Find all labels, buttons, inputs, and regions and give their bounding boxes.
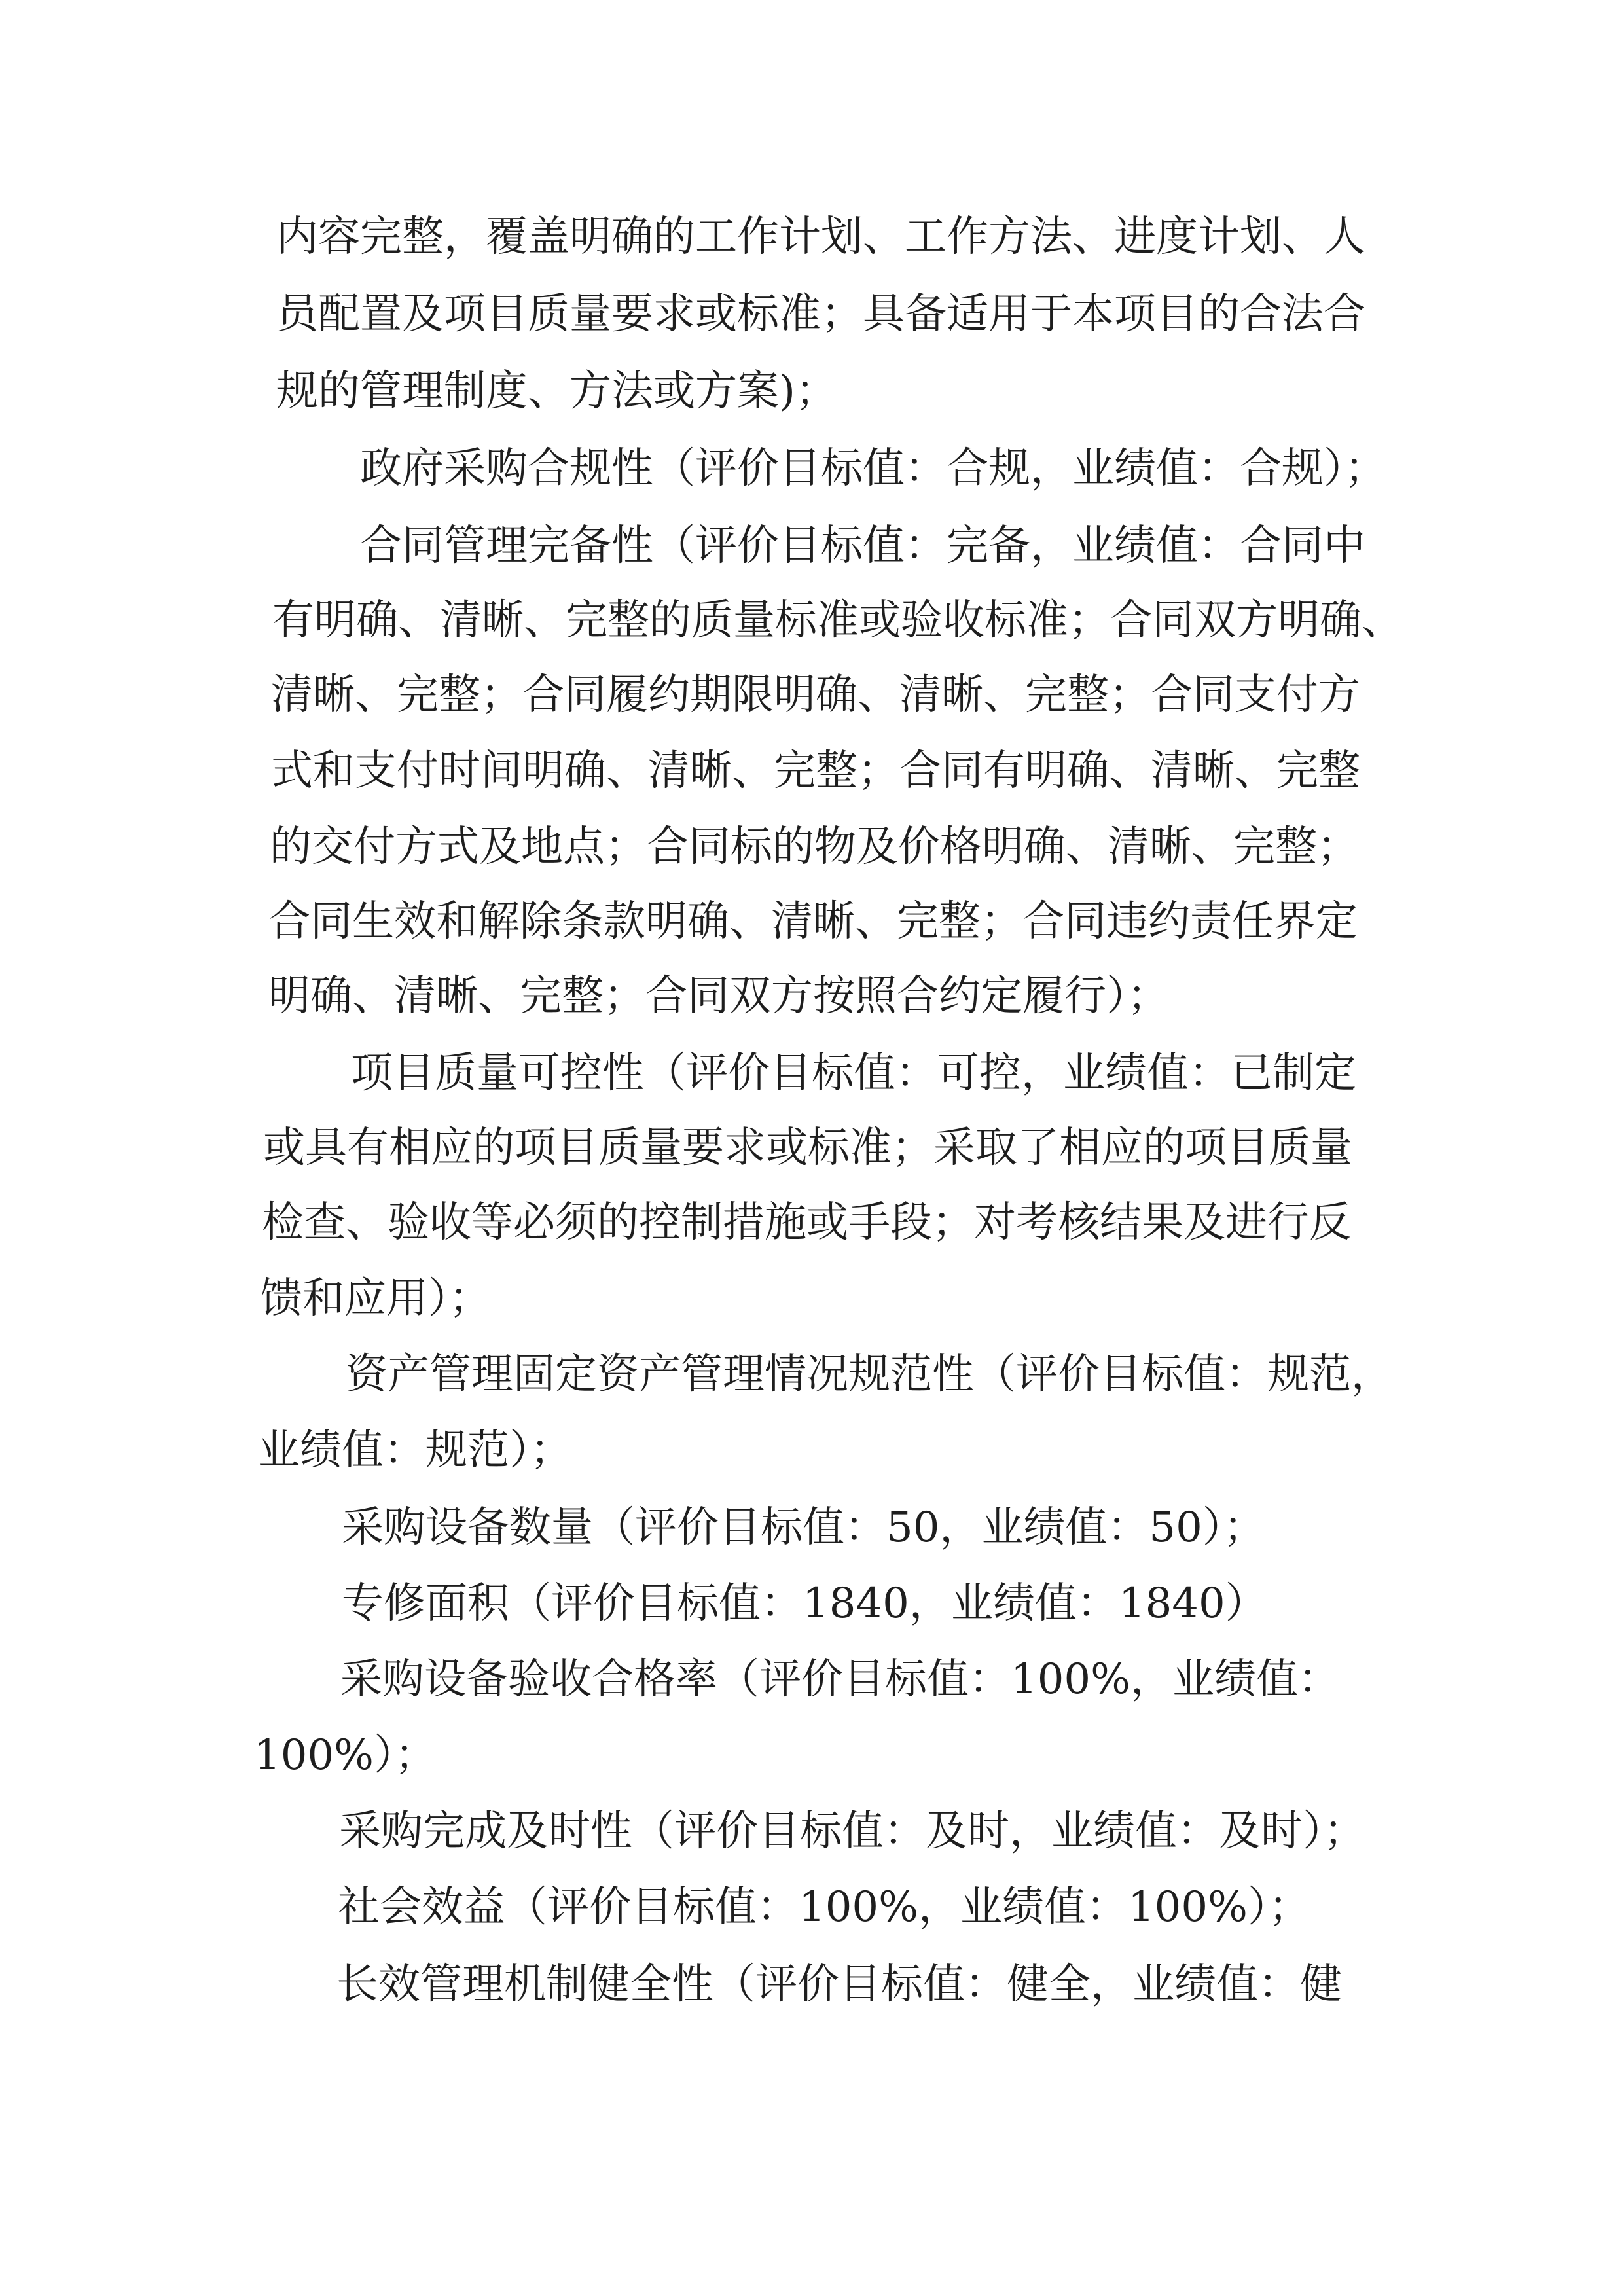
text-line: 合同生效和解除条款明确、清晰、完整；合同违约责任界定 [268, 897, 1358, 946]
text-line: 清晰、完整；合同履约期限明确、清晰、完整；合同支付方 [271, 671, 1360, 719]
text-line: 100%）； [254, 1731, 437, 1780]
text-line: 内容完整，覆盖明确的工作计划、工作方法、进度计划、人 [276, 213, 1365, 261]
text-line: 式和支付时间明确、清晰、完整；合同有明确、清晰、完整 [271, 747, 1360, 795]
text-line: 合同管理完备性（评价目标值：完备，业绩值：合同中 [360, 522, 1365, 570]
text-line: 长效管理机制健全性（评价目标值：健全，业绩值：健 [336, 1960, 1342, 2009]
text-line: 有明确、清晰、完整的质量标准或验收标准；合同双方明确、 [272, 596, 1403, 645]
text-line: 或具有相应的项目质量要求或标准；采取了相应的项目质量 [263, 1124, 1352, 1172]
text-line: 员配置及项目质量要求或标准；具备适用于本项目的合法合 [276, 290, 1365, 338]
text-line: 的交付方式及地点；合同标的物及价格明确、清晰、完整； [270, 823, 1359, 871]
text-line: 馈和应用）； [261, 1274, 491, 1323]
text-line: 项目质量可控性（评价目标值：可控，业绩值：已制定 [351, 1049, 1356, 1098]
text-line: 业绩值：规范）； [258, 1426, 572, 1475]
text-line: 检查、验收等必须的控制措施或手段；对考核结果及进行反 [262, 1198, 1351, 1247]
text-line: 资产管理固定资产管理情况规范性（评价目标值：规范， [346, 1350, 1393, 1399]
text-line: 政府采购合规性（评价目标值：合规，业绩值：合规）； [360, 444, 1386, 493]
text-line: 采购设备数量（评价目标值：50，业绩值：50）； [342, 1503, 1265, 1552]
text-line: 专修面积（评价目标值：1840，业绩值：1840） [342, 1579, 1267, 1628]
text-line: 明确、清晰、完整；合同双方按照合约定履行）； [268, 972, 1169, 1020]
text-line: 采购完成及时性（评价目标值：及时，业绩值：及时）； [339, 1807, 1365, 1856]
text-line: 社会效益（评价目标值：100%，业绩值：100%）； [338, 1883, 1310, 1931]
text-line: 规的管理制度、方法或方案)； [276, 367, 837, 416]
text-line: 采购设备验收合格率（评价目标值：100%，业绩值： [340, 1655, 1340, 1704]
